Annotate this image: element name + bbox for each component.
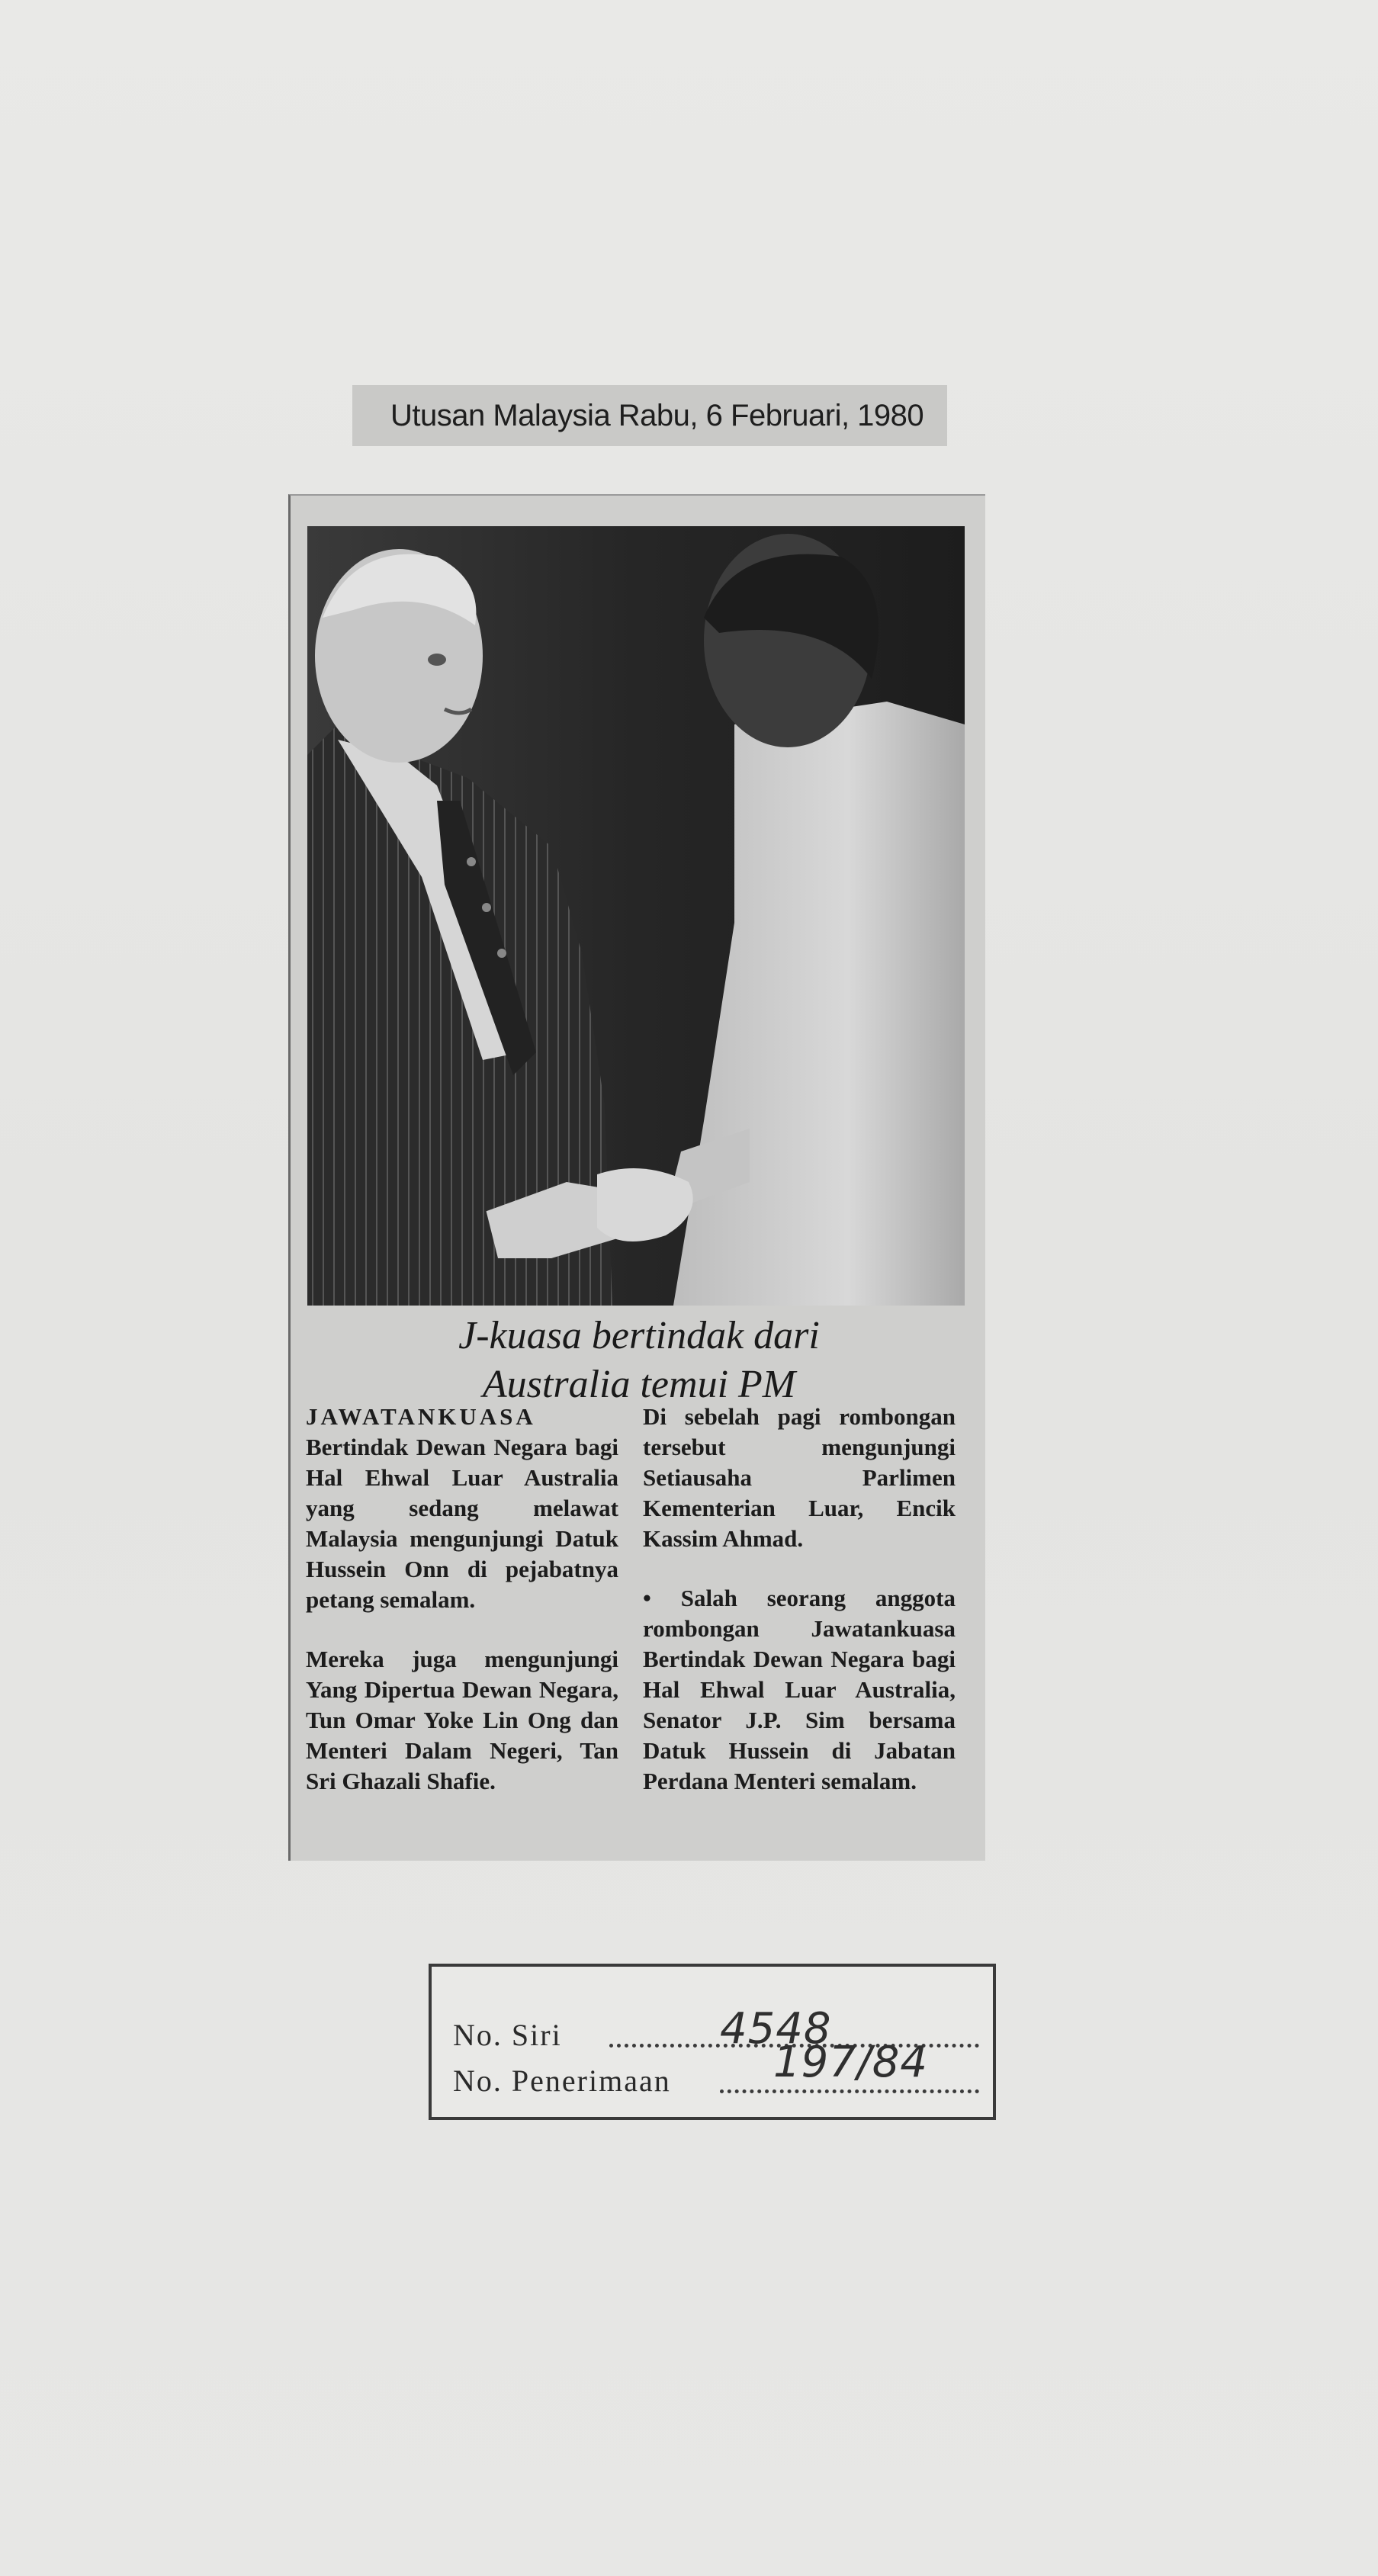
article-column-1 bbox=[306, 1402, 618, 1826]
stamp-row-penerimaan bbox=[453, 2038, 979, 2104]
column-1-paragraph-2: Mereka juga mengunjungi Yang Dipertua Dewan Negara, Tun Omar Yoke Lin Ong dan Menteri Dalam Negeri, Tan Sri Ghazali Shafie. bbox=[306, 1646, 618, 1794]
newspaper-clipping bbox=[288, 494, 985, 1861]
headline-line-1: J-kuasa bertindak dari bbox=[458, 1314, 820, 1357]
newspaper-source-label: Utusan Malaysia Rabu, 6 Februari, 1980 bbox=[352, 385, 947, 446]
article-column-2 bbox=[643, 1402, 956, 1826]
receipt-stamp bbox=[429, 1964, 996, 2120]
siri-label: No. Siri bbox=[453, 2018, 562, 2052]
paragraph-lead-caps: JAWATANKUASA bbox=[306, 1403, 536, 1430]
paragraph-text: Bertindak Dewan Negara bagi Hal Ehwal Luar Australia yang sedang melawat Malaysia mengunjungi Datuk Hussein Onn di pejabatnya petang semalam. bbox=[306, 1434, 618, 1613]
column-2-paragraph-1: Di sebelah pagi rombongan tersebut mengunjungi Setiausaha Parlimen Kementerian Luar, Encik Kassim Ahmad. bbox=[643, 1403, 956, 1552]
article-headline bbox=[291, 1312, 988, 1409]
column-1-paragraph-1 bbox=[306, 1402, 618, 1615]
penerimaan-label: No. Penerimaan bbox=[453, 2064, 671, 2098]
penerimaan-handwritten-value: 197/84 bbox=[773, 2038, 929, 2087]
handshake-photo-image bbox=[307, 526, 965, 1306]
dotted-line bbox=[720, 2089, 979, 2093]
siri-handwritten-value: 4548 bbox=[720, 2004, 832, 2054]
handshake-photo bbox=[307, 526, 965, 1306]
column-2-paragraph-2: • Salah seorang anggota rombongan Jawatankuasa Bertindak Dewan Negara bagi Hal Ehwal Luar Australia, Senator J.P. Sim bersama Datuk Hussein di Jabatan Perdana Menteri semalam. bbox=[643, 1585, 956, 1794]
headline-line-2: Australia temui PM bbox=[482, 1363, 796, 1406]
